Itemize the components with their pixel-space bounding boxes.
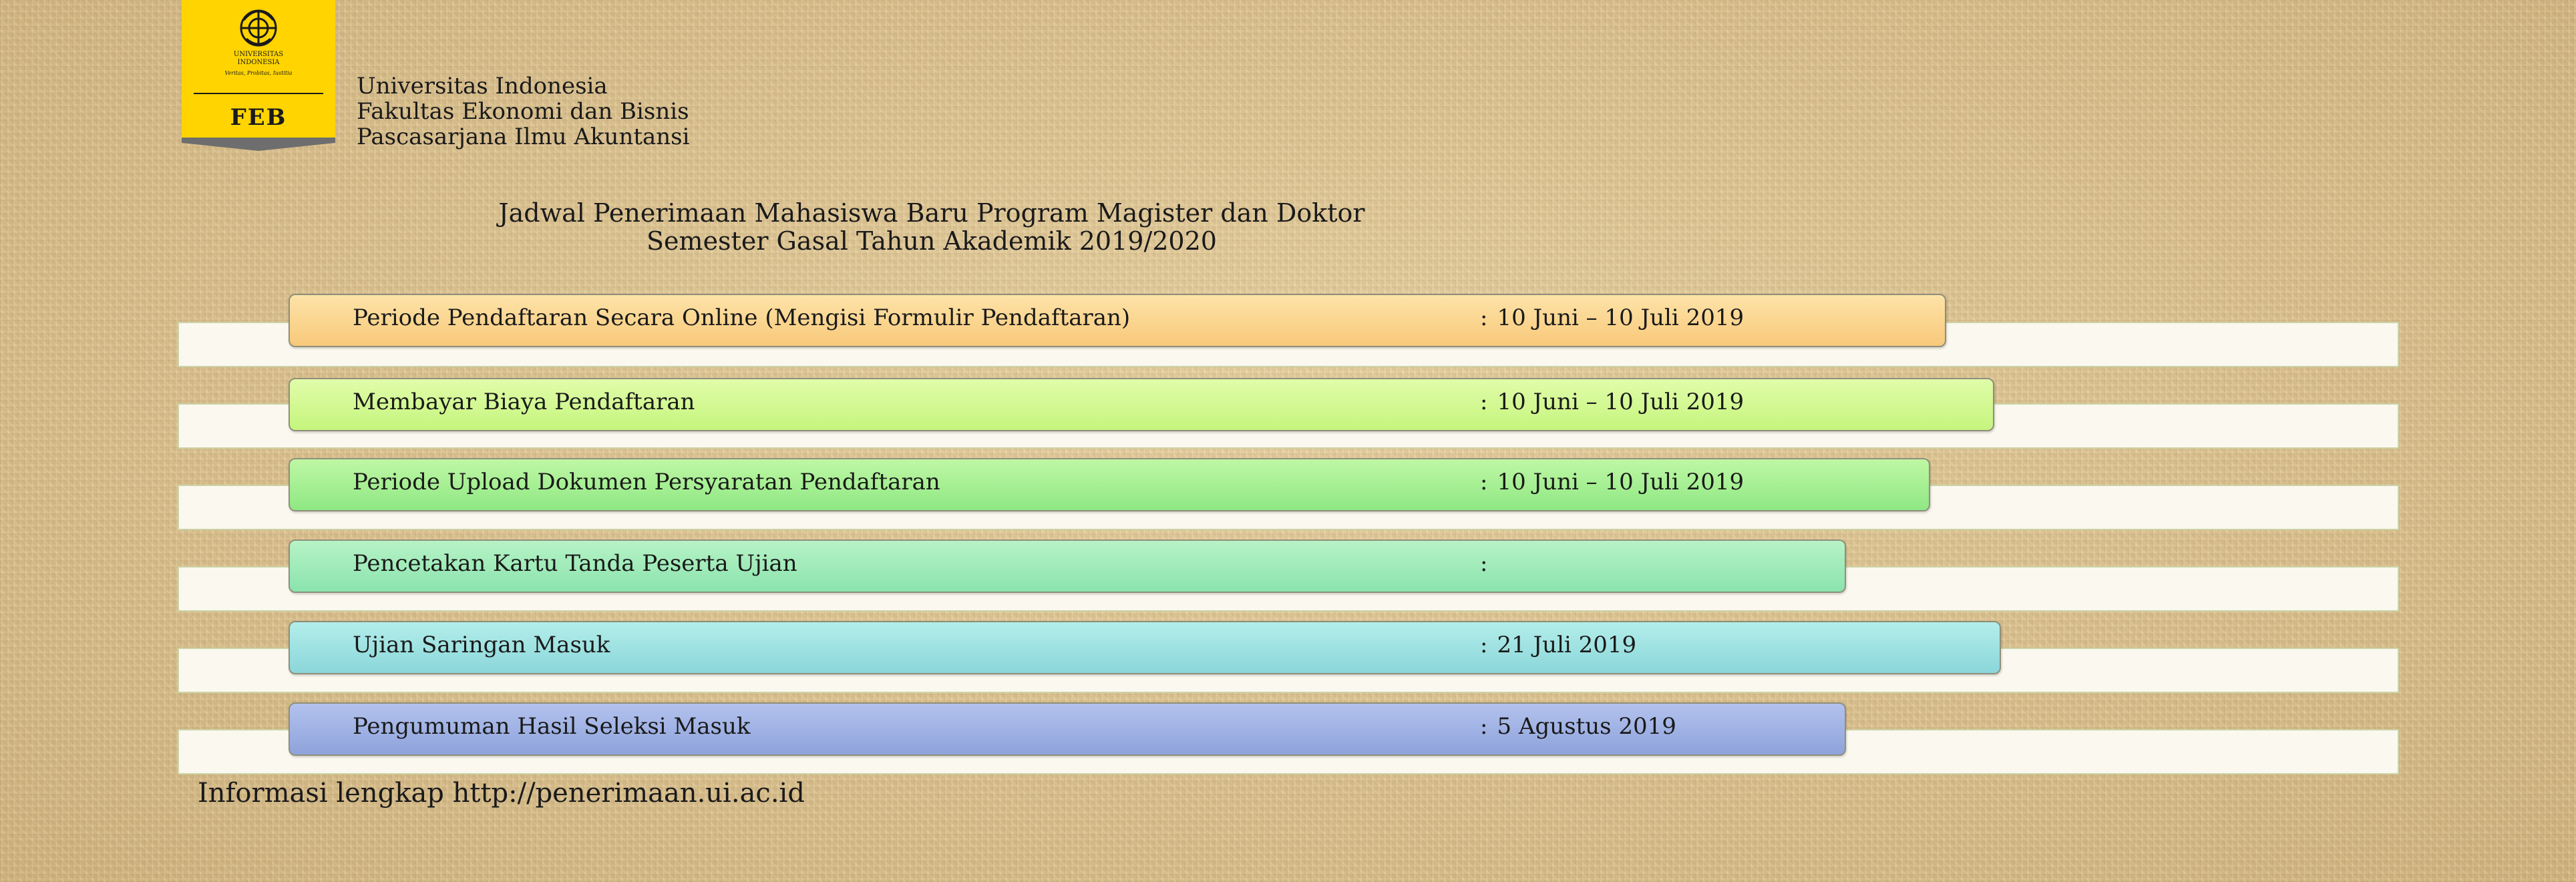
makara-seal-icon [241, 11, 276, 45]
schedule-row-date: 10 Juni – 10 Juli 2019 [1497, 304, 1744, 331]
university-name: Universitas Indonesia [357, 73, 608, 99]
schedule-row-label: Pencetakan Kartu Tanda Peserta Ujian [353, 550, 797, 577]
schedule-row-label: Pengumuman Hasil Seleksi Masuk [353, 713, 751, 740]
seal-text-line2: INDONESIA [237, 59, 280, 66]
schedule-row-date: 10 Juni – 10 Juli 2019 [1497, 389, 1744, 415]
schedule-row-value [1480, 469, 1744, 495]
schedule-row-label: Membayar Biaya Pendaftaran [353, 389, 695, 415]
seal-motto: Veritas, Probitas, Iustitia [224, 70, 293, 76]
faculty-name: Fakultas Ekonomi dan Bisnis [357, 98, 689, 125]
schedule-row-separator: : [1480, 632, 1488, 658]
schedule-row-value [1480, 713, 1676, 740]
schedule-row-separator: : [1480, 713, 1488, 740]
schedule-row-separator: : [1480, 304, 1488, 331]
schedule-row-label: Ujian Saringan Masuk [353, 632, 610, 658]
feb-ui-logo [182, 0, 335, 155]
schedule-heading [0, 199, 1863, 255]
heading-line-1: Jadwal Penerimaan Mahasiswa Baru Program Magister dan Doktor [498, 198, 1365, 228]
schedule-row-label: Periode Pendaftaran Secara Online (Mengisi Formulir Pendaftaran) [353, 304, 1131, 331]
schedule-row-separator: : [1480, 389, 1488, 415]
logo-graphic [182, 0, 335, 155]
schedule-row-date: 21 Juli 2019 [1497, 632, 1637, 658]
schedule-row-date: 10 Juni – 10 Juli 2019 [1497, 469, 1744, 495]
schedule-row-value [1480, 632, 1636, 658]
schedule-row-value [1480, 389, 1744, 415]
heading-line-2: Semester Gasal Tahun Akademik 2019/2020 [647, 226, 1217, 256]
schedule-row-separator: : [1480, 550, 1488, 577]
info-footer: Informasi lengkap http://penerimaan.ui.ac.id [198, 778, 805, 809]
seal-text-line1: UNIVERSITAS [233, 51, 284, 58]
program-name: Pascasarjana Ilmu Akuntansi [357, 124, 690, 150]
schedule-row-separator: : [1480, 469, 1488, 495]
institution-block [357, 73, 690, 150]
schedule-row-label: Periode Upload Dokumen Persyaratan Pendaftaran [353, 469, 940, 495]
schedule-row-value [1480, 304, 1744, 331]
logo-acronym: FEB [230, 104, 287, 131]
schedule-row-value [1480, 550, 1497, 577]
schedule-row-date: 5 Agustus 2019 [1497, 713, 1676, 740]
